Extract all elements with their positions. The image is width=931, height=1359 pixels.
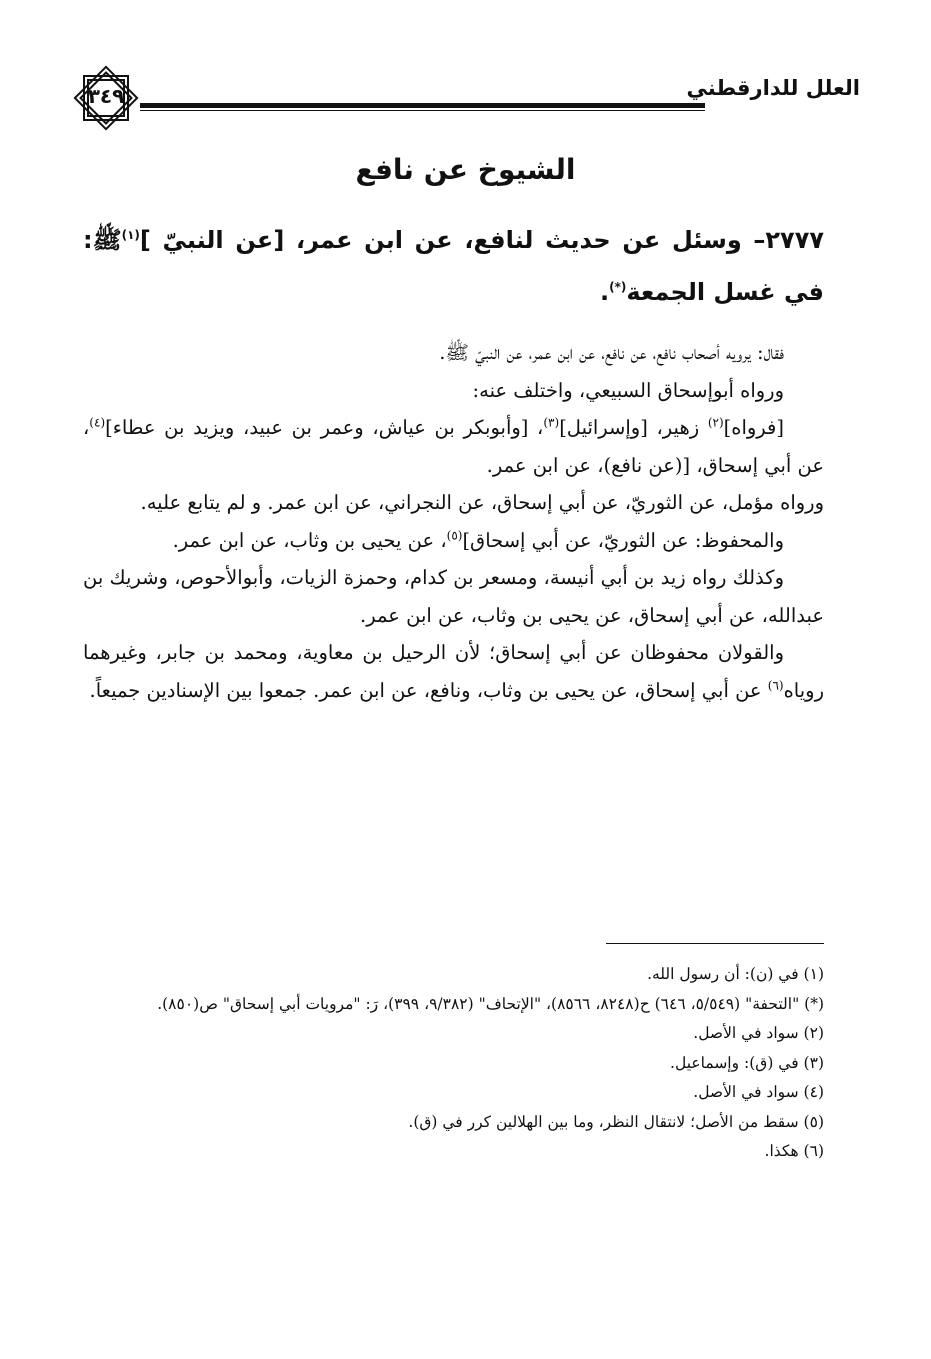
paragraph-7-a: والقولان محفوظان عن أبي إسحاق؛ لأن الرحيل بن معاوية، ومحمد بن جابر، وغيرهما روياه [83,641,824,702]
footnote-6: (٦) هكذا. [764,1142,824,1160]
page-number-badge [70,62,142,134]
footnote-separator [606,943,824,944]
footnote-ref-1: (١) [121,228,140,242]
paragraph-5-b: ، عن يحيى بن وثاب، عن ابن عمر. [172,528,447,552]
paragraph-3-c: ، [وأبوبكر بن عياش، وعمر بن عبيد، ويزيد بن عطاء] [105,416,544,439]
paragraph-5 [83,522,824,560]
paragraph-6: وكذلك رواه زيد بن أبي أنيسة، ومسعر بن كدام، وحمزة الزيات، وأبوالأحوص، وشريك بن عبدالله، عن أبي إسحاق، عن يحيى بن وثاب، عن ابن عمر. [83,566,824,627]
footnote-ref-4: (٤) [89,415,106,430]
paragraph-4: ورواه مؤمل، عن الثوريّ، عن أبي إسحاق، عن النجراني، عن ابن عمر. و لم يتابع عليه. [140,491,824,514]
header-rule-thin [140,110,705,111]
paragraph-2: ورواه أبوإسحاق السبيعي، واختلف عنه: [472,378,784,402]
footnote-4: (٤) سواد في الأصل. [693,1083,824,1101]
page-number: ٣٤٩ [87,84,125,108]
footnote-ref-2: (٢) [707,415,724,430]
question-end: . [599,278,610,306]
question-text: ٢٧٧٧– وسئل عن حديث لنافع، عن ابن عمر، [عن النبيّ ] [139,226,824,254]
footnote-2: (٢) سواد في الأصل. [693,1024,824,1042]
header-rule-thick [140,103,705,108]
book-title: العلل للدارقطني [686,76,860,100]
paragraph-7 [83,634,824,709]
paragraph-7-b: عن أبي إسحاق، عن يحيى بن وثاب، ونافع، عن ابن عمر. جمعوا بين الإسنادين جميعاً. [89,678,768,702]
footnote-star: (*) "التحفة" (٥/٥٤٩، ٦٤٦) ح(٨٢٤٨، ٨٥٦٦)، "الإتحاف" (٩/٣٨٢، ٣٩٩)، رَ: "مرويات أبي إسحاق" ص(٨٥٠). [157,994,824,1013]
paragraph-1: فقال: يرويه أصحاب نافع، عن نافع، عن ابن عمر، عن النبيّ ﷺ. [439,341,784,364]
footnote-ref-6: (٦) [767,678,784,692]
footnote-ref-3: (٣) [543,415,560,430]
section-title: الشيوخ عن نافع [355,153,576,186]
footnote-5: (٥) سقط من الأصل؛ لانتقال النظر، وما بين الهلالين كرر في (ق). [408,1112,824,1131]
paragraph-3-b: زهير، [وإسرائيل] [559,416,708,439]
footnote-ref-star: (*) [609,280,627,294]
footnote-1: (١) في (ن): أن رسول الله. [647,965,824,983]
paragraph-3 [83,409,824,484]
paragraph-5-a: والمحفوظ: عن الثوريّ، عن أبي إسحاق] [462,528,784,552]
question-text-after: ﷺ: في غسل الجمعة [83,226,824,306]
body-text [83,334,824,709]
paragraph-3-d: ، عن أبي إسحاق، [(عن نافع)، عن ابن عمر. [83,416,824,477]
paragraph-3-a: [فرواه] [723,416,784,439]
footnote-3: (٣) في (ق): وإسماعيل. [670,1053,824,1072]
footnote-ref-5: (٥) [446,528,463,542]
page-header [70,62,860,142]
footnotes [83,960,824,1167]
question-heading [83,214,824,318]
